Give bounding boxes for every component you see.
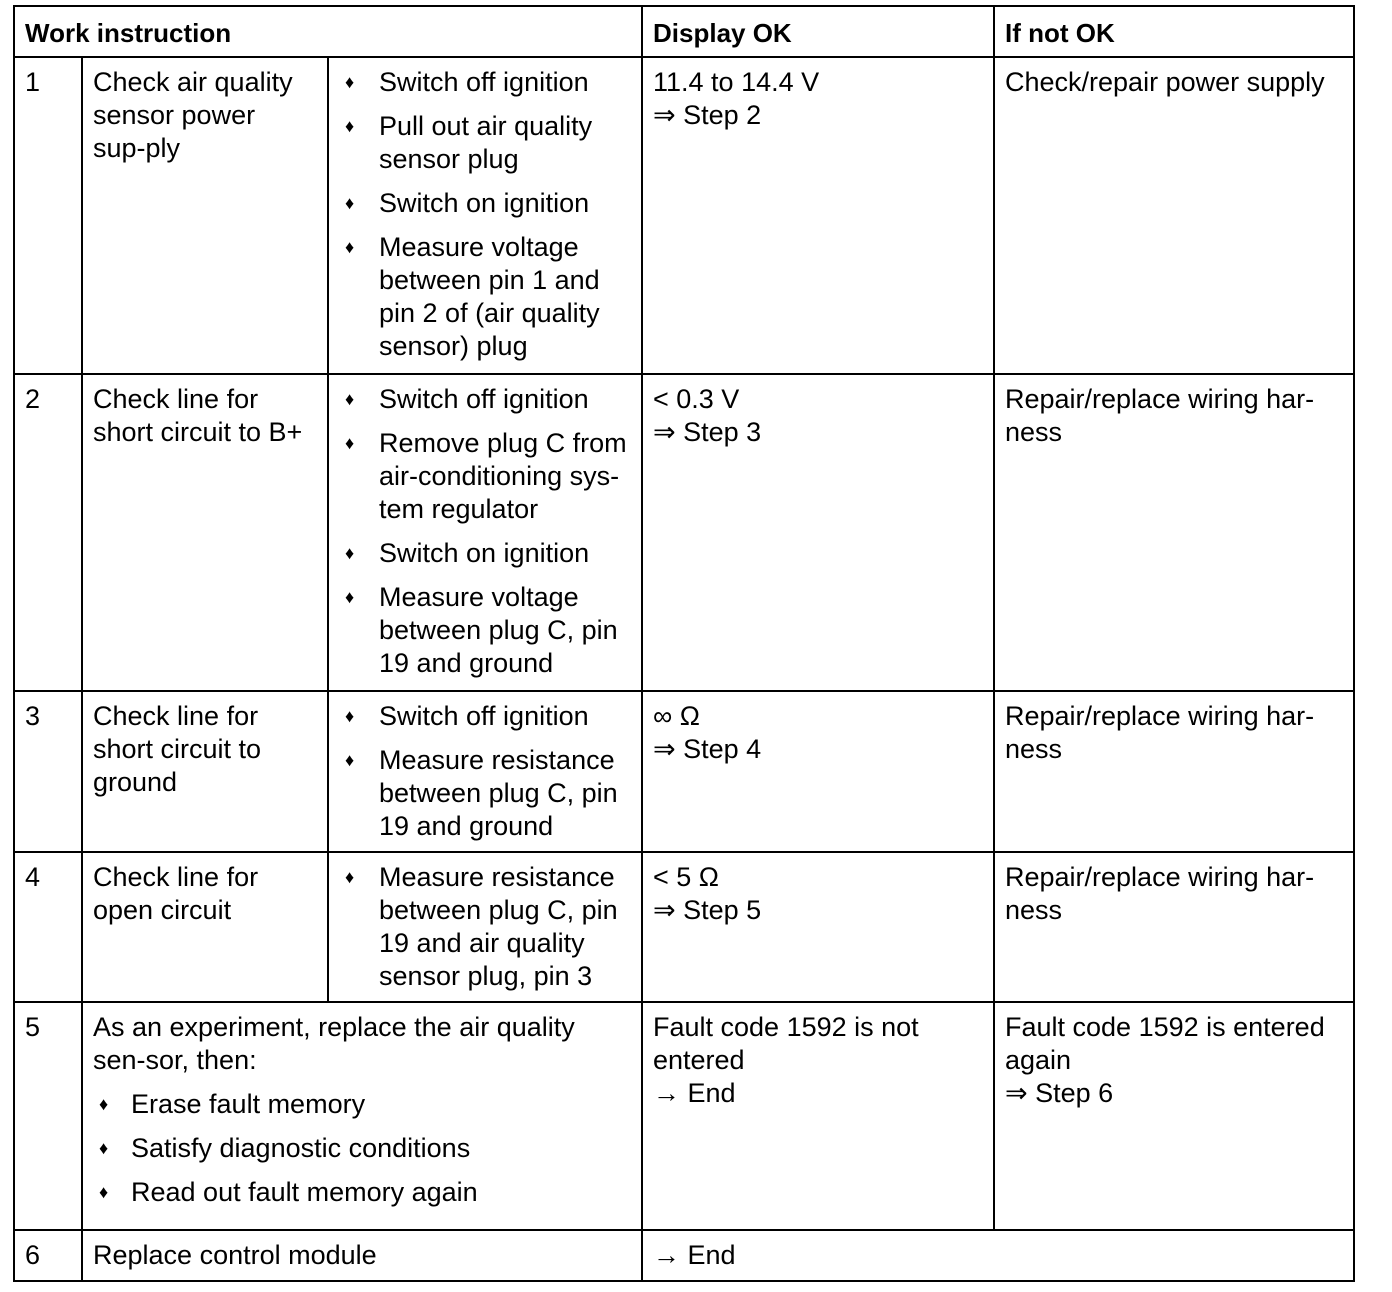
display-ok-cell: → End [642,1230,1354,1281]
display-ok-next: ⇒ Step 2 [653,100,762,130]
list-item: ♦ Switch on ignition [345,188,590,218]
table-row-step-5 [14,1002,1354,1230]
step-5-description: As an experiment, replace the air quality sen-sor, then: [93,1012,575,1075]
if-not-ok-cell [994,852,1354,1002]
display-ok-next: ⇒ Step 5 [653,895,762,925]
display-ok-next: ⇒ Step 3 [653,417,762,447]
bullet-diamond-icon: ♦ [99,1094,109,1114]
if-not-ok-action: Fault code 1592 is entered again [1005,1012,1325,1075]
table-row-step-6 [14,1230,1354,1281]
bullet-diamond-icon: ♦ [99,1182,109,1202]
display-ok-cell [642,1002,994,1230]
bullet-diamond-icon: ♦ [345,867,355,887]
list-item: ♦ Switch off ignition [345,701,589,731]
display-ok-value: < 0.3 V [653,384,740,414]
display-ok-cell [642,691,994,852]
bullet-diamond-icon: ♦ [99,1138,109,1158]
step-actions [328,852,642,1002]
list-item: ♦ Measure resistance between plug C, pin 19 and air quality sensor plug, pin 3 [345,862,618,991]
display-ok-cell [642,374,994,691]
step-actions [328,374,642,691]
step-description: Check line for short circuit to ground [82,691,328,852]
if-not-ok-action: Repair/replace wiring har-ness [1005,384,1315,447]
list-item: ♦ Satisfy diagnostic conditions [99,1133,471,1163]
step-number: 2 [14,374,82,691]
step-description: Check air quality sensor power sup-ply [82,57,328,374]
step-description: Check line for short circuit to B+ [82,374,328,691]
if-not-ok-cell [994,691,1354,852]
bullet-diamond-icon: ♦ [345,706,355,726]
bullet-diamond-icon: ♦ [345,433,355,453]
list-item: ♦ Erase fault memory [99,1089,366,1119]
display-ok-cell [642,57,994,374]
bullet-diamond-icon: ♦ [345,587,355,607]
bullet-diamond-icon: ♦ [345,116,355,136]
step-number: 5 [14,1002,82,1230]
step-actions [328,691,642,852]
if-not-ok-action: Check/repair power supply [1005,67,1325,97]
if-not-ok-cell [994,1002,1354,1230]
list-item: ♦ Switch off ignition [345,384,589,414]
bullet-diamond-icon: ♦ [345,543,355,563]
if-not-ok-cell [994,374,1354,691]
table-row-step-2 [14,374,1354,691]
if-not-ok-action: Repair/replace wiring har-ness [1005,862,1315,925]
work-instruction-table [13,5,1355,1282]
if-not-ok-cell [994,57,1354,374]
step-actions [328,57,642,374]
list-item: ♦ Measure voltage between plug C, pin 19 and ground [345,582,618,678]
step-number: 6 [14,1230,82,1281]
display-ok-next: → End [653,1078,736,1108]
header-row [14,6,1354,57]
bullet-diamond-icon: ♦ [345,237,355,257]
step-description [82,1002,642,1230]
list-item: ♦ Pull out air quality sensor plug [345,111,593,174]
if-not-ok-next: ⇒ Step 6 [1005,1078,1114,1108]
list-item: ♦ Measure voltage between pin 1 and pin 2 of (air quality sensor) plug [345,232,600,361]
list-item: ♦ Switch off ignition [345,67,589,97]
table-row-step-3 [14,691,1354,852]
header-display-ok: Display OK [642,6,994,57]
display-ok-value: ∞ Ω [653,701,700,731]
display-ok-value: < 5 Ω [653,862,719,892]
display-ok-cell [642,852,994,1002]
step-number: 4 [14,852,82,1002]
bullet-diamond-icon: ♦ [345,193,355,213]
step-number: 3 [14,691,82,852]
list-item: ♦ Switch on ignition [345,538,590,568]
list-item: ♦ Read out fault memory again [99,1177,478,1207]
list-item: ♦ Measure resistance between plug C, pin 19 and ground [345,745,618,841]
display-ok-next: ⇒ Step 4 [653,734,762,764]
bullet-diamond-icon: ♦ [345,389,355,409]
display-ok-value: 11.4 to 14.4 V [653,67,820,97]
step-description: Replace control module [82,1230,642,1281]
step-description: Check line for open circuit [82,852,328,1002]
header-if-not-ok: If not OK [994,6,1354,57]
table-row-step-4 [14,852,1354,1002]
list-item: ♦ Remove plug C from air-conditioning sys-tem regulator [345,428,627,524]
if-not-ok-action: Repair/replace wiring har-ness [1005,701,1315,764]
bullet-diamond-icon: ♦ [345,72,355,92]
table-row-step-1 [14,57,1354,374]
step-number: 1 [14,57,82,374]
display-ok-value: Fault code 1592 is not entered [653,1012,919,1075]
header-work-instruction: Work instruction [14,6,642,57]
bullet-diamond-icon: ♦ [345,750,355,770]
